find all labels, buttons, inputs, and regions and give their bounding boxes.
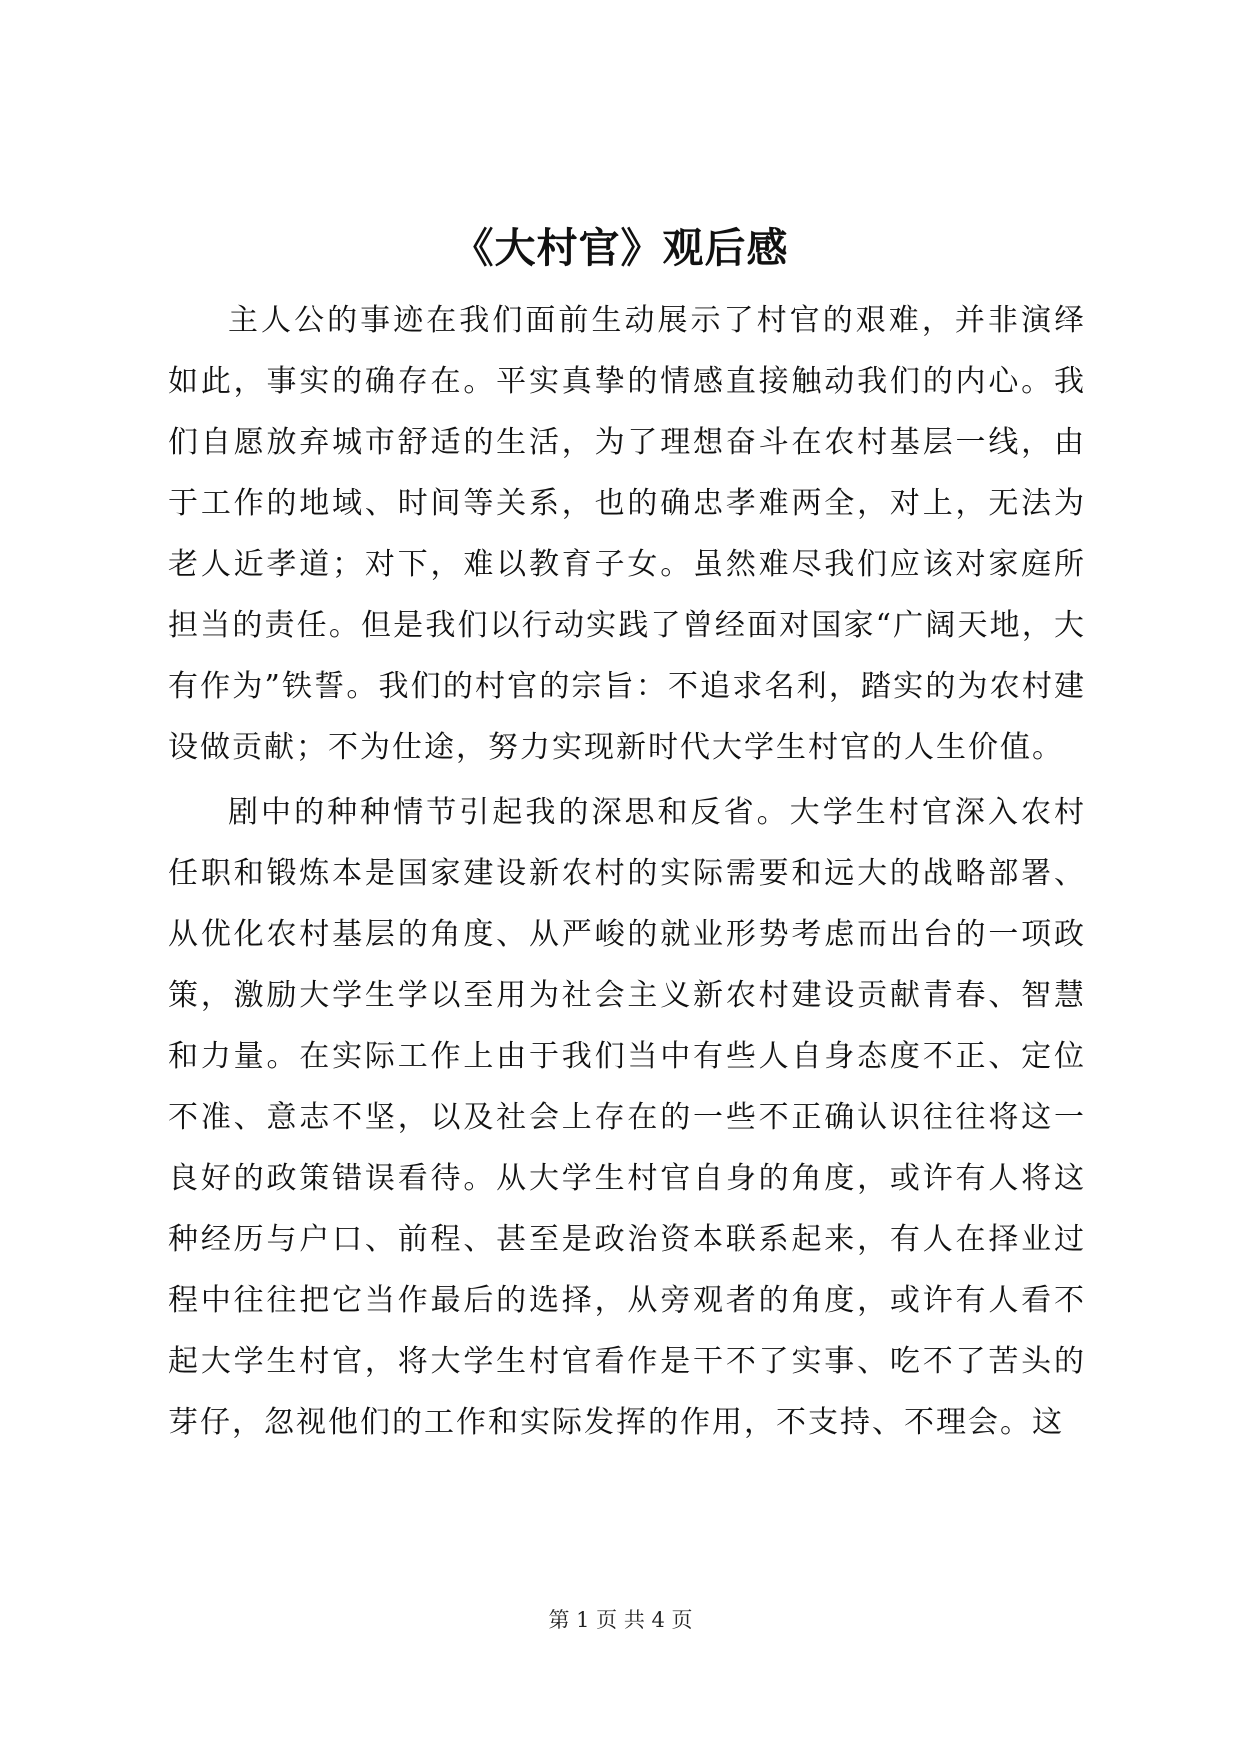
document-title: 《大村官》观后感: [452, 224, 789, 272]
paragraph-1: 主人公的事迹在我们面前生动展示了村官的艰难，并非演绎如此，事实的确存在。平实真挚的情感直接触动我们的内心。我们自愿放弃城市舒适的生活，为了理想奋斗在农村基层一线，由于工作的地域、时间等关系，也的确忠孝难两全，对上，无法为老人近孝道；对下，难以教育子女。虽然难尽我们应该对家庭所担当的责任。但是我们以行动实践了曾经面对国家“广阔天地，大有作为”铁誓。我们的村官的宗旨：不追求名利，踏实的为农村建设做贡献；不为仕途，努力实现新时代大学生村官的人生价值。: [168, 303, 1086, 765]
paragraph-2: 剧中的种种情节引起我的深思和反省。大学生村官深入农村任职和锻炼本是国家建设新农村的实际需要和远大的战略部署、从优化农村基层的角度、从严峻的就业形势考虑而出台的一项政策，激励大学生学以至用为社会主义新农村建设贡献青春、智慧和力量。在实际工作上由于我们当中有些人自身态度不正、定位不准、意志不坚，以及社会上存在的一些不正确认识往往将这一良好的政策错误看待。从大学生村官自身的角度，或许有人将这种经历与户口、前程、甚至是政治资本联系起来，有人在择业过程中往往把它当作最后的选择，从旁观者的角度，或许有人看不起大学生村官，将大学生村官看作是干不了实事、吃不了苦头的芽仔，忽视他们的工作和实际发挥的作用，不支持、不理会。这: [168, 795, 1086, 1440]
page-number-footer: 第 1 页 共 4 页: [548, 1608, 693, 1632]
document-body: [168, 290, 1086, 1453]
